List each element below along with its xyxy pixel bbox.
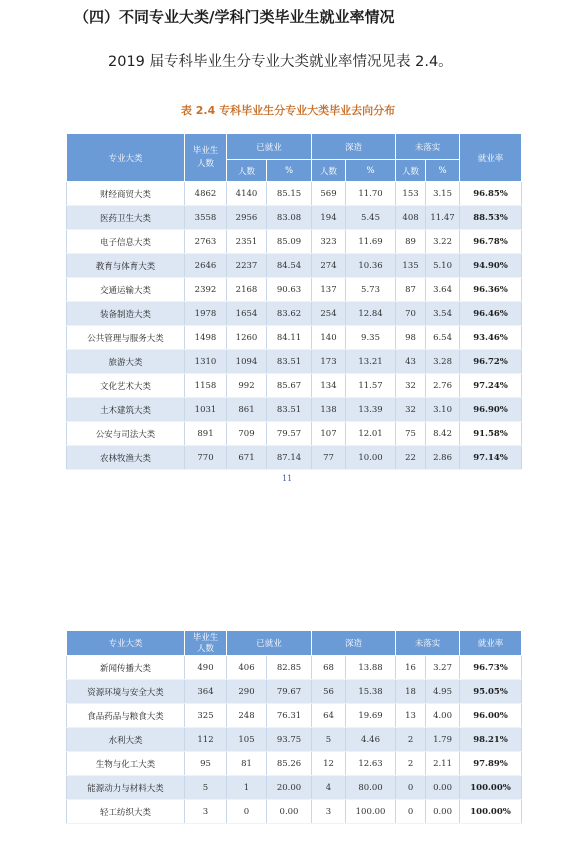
cell-employed-percent: 83.51 xyxy=(267,398,312,422)
table-row xyxy=(67,374,522,398)
subheader-count: 人数 xyxy=(227,160,267,182)
cell-graduates: 364 xyxy=(185,680,227,704)
table-row xyxy=(67,800,522,824)
cell-study-percent: 11.70 xyxy=(346,182,396,206)
cell-graduates: 1310 xyxy=(185,350,227,374)
cell-unplaced-count: 0 xyxy=(396,800,426,824)
subheader-percent: % xyxy=(267,160,312,182)
cell-study-percent: 10.36 xyxy=(346,254,396,278)
cell-unplaced-percent: 3.54 xyxy=(426,302,460,326)
cell-rate: 91.58% xyxy=(460,422,522,446)
cell-employed-count: 861 xyxy=(227,398,267,422)
cell-unplaced-percent: 11.47 xyxy=(426,206,460,230)
cell-unplaced-percent: 4.95 xyxy=(426,680,460,704)
cell-graduates: 1031 xyxy=(185,398,227,422)
table-row xyxy=(67,728,522,752)
header-category: 专业大类 xyxy=(67,631,185,656)
cell-unplaced-count: 2 xyxy=(396,728,426,752)
intro-paragraph: 2019 届专科毕业生分专业大类就业率情况见表 2.4。 xyxy=(108,54,453,70)
cell-study-count: 5 xyxy=(312,728,346,752)
cell-study-count: 323 xyxy=(312,230,346,254)
cell-rate: 96.00% xyxy=(460,704,522,728)
cell-unplaced-count: 2 xyxy=(396,752,426,776)
cell-unplaced-count: 153 xyxy=(396,182,426,206)
cell-study-percent: 19.69 xyxy=(346,704,396,728)
cell-unplaced-count: 98 xyxy=(396,326,426,350)
cell-employed-count: 81 xyxy=(227,752,267,776)
cell-study-count: 64 xyxy=(312,704,346,728)
cell-unplaced-percent: 3.28 xyxy=(426,350,460,374)
table-row xyxy=(67,776,522,800)
cell-employed-count: 2237 xyxy=(227,254,267,278)
cell-study-percent: 11.69 xyxy=(346,230,396,254)
cell-employed-percent: 93.75 xyxy=(267,728,312,752)
header-employed: 已就业 xyxy=(227,134,312,160)
cell-employed-count: 671 xyxy=(227,446,267,470)
cell-rate: 96.46% xyxy=(460,302,522,326)
cell-study-count: 107 xyxy=(312,422,346,446)
table-row xyxy=(67,302,522,326)
cell-employed-percent: 85.67 xyxy=(267,374,312,398)
table-caption: 表 2.4 专科毕业生分专业大类毕业去向分布 xyxy=(180,104,396,117)
cell-rate: 96.85% xyxy=(460,182,522,206)
subheader-count: 人数 xyxy=(396,160,426,182)
cell-study-count: 254 xyxy=(312,302,346,326)
header-unplaced: 未落实 xyxy=(396,631,460,656)
cell-study-count: 56 xyxy=(312,680,346,704)
cell-graduates: 95 xyxy=(185,752,227,776)
cell-category: 旅游大类 xyxy=(67,350,185,374)
cell-employed-count: 1094 xyxy=(227,350,267,374)
cell-study-percent: 15.38 xyxy=(346,680,396,704)
cell-employed-percent: 85.09 xyxy=(267,230,312,254)
cell-unplaced-percent: 2.76 xyxy=(426,374,460,398)
cell-category: 公安与司法大类 xyxy=(67,422,185,446)
cell-employed-count: 709 xyxy=(227,422,267,446)
cell-rate: 97.14% xyxy=(460,446,522,470)
cell-rate: 96.90% xyxy=(460,398,522,422)
cell-unplaced-percent: 0.00 xyxy=(426,800,460,824)
cell-category: 土木建筑大类 xyxy=(67,398,185,422)
cell-unplaced-percent: 3.64 xyxy=(426,278,460,302)
cell-category: 教育与体育大类 xyxy=(67,254,185,278)
cell-unplaced-percent: 1.79 xyxy=(426,728,460,752)
cell-graduates: 3 xyxy=(185,800,227,824)
cell-employed-percent: 83.62 xyxy=(267,302,312,326)
cell-employed-count: 2168 xyxy=(227,278,267,302)
cell-unplaced-count: 32 xyxy=(396,398,426,422)
cell-employed-count: 406 xyxy=(227,656,267,680)
cell-study-percent: 13.21 xyxy=(346,350,396,374)
cell-graduates: 2763 xyxy=(185,230,227,254)
cell-graduates: 325 xyxy=(185,704,227,728)
cell-employed-count: 992 xyxy=(227,374,267,398)
cell-graduates: 5 xyxy=(185,776,227,800)
cell-employed-count: 105 xyxy=(227,728,267,752)
table-row xyxy=(67,326,522,350)
cell-rate: 93.46% xyxy=(460,326,522,350)
cell-rate: 94.90% xyxy=(460,254,522,278)
cell-unplaced-count: 408 xyxy=(396,206,426,230)
cell-study-count: 138 xyxy=(312,398,346,422)
cell-employed-percent: 83.51 xyxy=(267,350,312,374)
cell-category: 食品药品与粮食大类 xyxy=(67,704,185,728)
cell-unplaced-count: 89 xyxy=(396,230,426,254)
cell-study-percent: 11.57 xyxy=(346,374,396,398)
cell-category: 交通运输大类 xyxy=(67,278,185,302)
cell-study-percent: 80.00 xyxy=(346,776,396,800)
cell-unplaced-count: 18 xyxy=(396,680,426,704)
cell-category: 装备制造大类 xyxy=(67,302,185,326)
cell-study-count: 134 xyxy=(312,374,346,398)
section-heading: （四）不同专业大类/学科门类毕业生就业率情况 xyxy=(74,8,395,26)
cell-study-percent: 12.63 xyxy=(346,752,396,776)
cell-study-percent: 5.73 xyxy=(346,278,396,302)
cell-employed-percent: 79.57 xyxy=(267,422,312,446)
subheader-percent: % xyxy=(346,160,396,182)
cell-unplaced-count: 43 xyxy=(396,350,426,374)
cell-graduates: 2392 xyxy=(185,278,227,302)
cell-graduates: 4862 xyxy=(185,182,227,206)
cell-unplaced-percent: 6.54 xyxy=(426,326,460,350)
cell-employed-count: 1260 xyxy=(227,326,267,350)
cell-rate: 100.00% xyxy=(460,776,522,800)
cell-rate: 96.73% xyxy=(460,656,522,680)
cell-category: 公共管理与服务大类 xyxy=(67,326,185,350)
table-row xyxy=(67,446,522,470)
cell-category: 资源环境与安全大类 xyxy=(67,680,185,704)
cell-study-percent: 5.45 xyxy=(346,206,396,230)
cell-unplaced-percent: 3.27 xyxy=(426,656,460,680)
cell-category: 财经商贸大类 xyxy=(67,182,185,206)
subheader-count: 人数 xyxy=(312,160,346,182)
table-row xyxy=(67,656,522,680)
header-unplaced: 未落实 xyxy=(396,134,460,160)
header-rate: 就业率 xyxy=(460,631,522,656)
cell-category: 轻工纺织大类 xyxy=(67,800,185,824)
cell-employed-percent: 85.26 xyxy=(267,752,312,776)
cell-unplaced-percent: 0.00 xyxy=(426,776,460,800)
cell-rate: 97.89% xyxy=(460,752,522,776)
cell-study-count: 4 xyxy=(312,776,346,800)
cell-employed-percent: 84.11 xyxy=(267,326,312,350)
cell-study-count: 274 xyxy=(312,254,346,278)
cell-unplaced-count: 16 xyxy=(396,656,426,680)
cell-employed-count: 4140 xyxy=(227,182,267,206)
cell-study-percent: 12.84 xyxy=(346,302,396,326)
table-row xyxy=(67,422,522,446)
cell-unplaced-count: 13 xyxy=(396,704,426,728)
cell-rate: 96.36% xyxy=(460,278,522,302)
cell-study-count: 194 xyxy=(312,206,346,230)
cell-unplaced-percent: 2.86 xyxy=(426,446,460,470)
cell-study-count: 3 xyxy=(312,800,346,824)
cell-unplaced-count: 70 xyxy=(396,302,426,326)
cell-unplaced-percent: 3.10 xyxy=(426,398,460,422)
cell-employed-count: 290 xyxy=(227,680,267,704)
header-employed: 已就业 xyxy=(227,631,312,656)
cell-employed-percent: 82.85 xyxy=(267,656,312,680)
cell-employed-count: 0 xyxy=(227,800,267,824)
cell-graduates: 1498 xyxy=(185,326,227,350)
cell-unplaced-percent: 8.42 xyxy=(426,422,460,446)
cell-rate: 96.72% xyxy=(460,350,522,374)
cell-employed-count: 2351 xyxy=(227,230,267,254)
cell-category: 能源动力与材料大类 xyxy=(67,776,185,800)
cell-study-count: 137 xyxy=(312,278,346,302)
cell-employed-percent: 85.15 xyxy=(267,182,312,206)
cell-employed-percent: 79.67 xyxy=(267,680,312,704)
table-row xyxy=(67,752,522,776)
cell-study-percent: 13.88 xyxy=(346,656,396,680)
cell-unplaced-count: 87 xyxy=(396,278,426,302)
header-further-study: 深造 xyxy=(312,631,396,656)
cell-rate: 97.24% xyxy=(460,374,522,398)
cell-unplaced-percent: 3.22 xyxy=(426,230,460,254)
table-row xyxy=(67,254,522,278)
table-row xyxy=(67,398,522,422)
cell-category: 水利大类 xyxy=(67,728,185,752)
cell-study-count: 569 xyxy=(312,182,346,206)
table-row xyxy=(67,206,522,230)
cell-employed-percent: 0.00 xyxy=(267,800,312,824)
page-number: 11 xyxy=(282,474,293,483)
cell-graduates: 1158 xyxy=(185,374,227,398)
cell-study-count: 68 xyxy=(312,656,346,680)
cell-study-percent: 9.35 xyxy=(346,326,396,350)
cell-employed-count: 1 xyxy=(227,776,267,800)
cell-study-count: 140 xyxy=(312,326,346,350)
major-category-table-continued xyxy=(66,630,522,824)
cell-study-percent: 13.39 xyxy=(346,398,396,422)
table-row xyxy=(67,278,522,302)
cell-rate: 96.78% xyxy=(460,230,522,254)
cell-graduates: 2646 xyxy=(185,254,227,278)
cell-study-count: 173 xyxy=(312,350,346,374)
cell-study-count: 77 xyxy=(312,446,346,470)
cell-graduates: 770 xyxy=(185,446,227,470)
cell-unplaced-percent: 2.11 xyxy=(426,752,460,776)
cell-rate: 100.00% xyxy=(460,800,522,824)
cell-unplaced-percent: 3.15 xyxy=(426,182,460,206)
cell-category: 文化艺术大类 xyxy=(67,374,185,398)
cell-study-percent: 100.00 xyxy=(346,800,396,824)
cell-category: 医药卫生大类 xyxy=(67,206,185,230)
cell-graduates: 112 xyxy=(185,728,227,752)
header-rate: 就业率 xyxy=(460,134,522,182)
cell-unplaced-count: 0 xyxy=(396,776,426,800)
cell-graduates: 3558 xyxy=(185,206,227,230)
cell-employed-percent: 76.31 xyxy=(267,704,312,728)
cell-category: 生物与化工大类 xyxy=(67,752,185,776)
table-row xyxy=(67,230,522,254)
cell-graduates: 891 xyxy=(185,422,227,446)
cell-unplaced-count: 32 xyxy=(396,374,426,398)
cell-employed-percent: 20.00 xyxy=(267,776,312,800)
cell-category: 电子信息大类 xyxy=(67,230,185,254)
cell-employed-count: 2956 xyxy=(227,206,267,230)
cell-unplaced-count: 75 xyxy=(396,422,426,446)
cell-rate: 98.21% xyxy=(460,728,522,752)
header-category: 专业大类 xyxy=(67,134,185,182)
cell-study-percent: 10.00 xyxy=(346,446,396,470)
cell-rate: 95.05% xyxy=(460,680,522,704)
cell-graduates: 490 xyxy=(185,656,227,680)
table-row xyxy=(67,704,522,728)
cell-graduates: 1978 xyxy=(185,302,227,326)
major-category-table xyxy=(66,133,522,470)
table-row xyxy=(67,680,522,704)
header-graduates: 毕业生人数 xyxy=(185,631,227,656)
cell-employed-percent: 84.54 xyxy=(267,254,312,278)
cell-employed-percent: 83.08 xyxy=(267,206,312,230)
cell-employed-count: 248 xyxy=(227,704,267,728)
cell-unplaced-percent: 4.00 xyxy=(426,704,460,728)
cell-rate: 88.53% xyxy=(460,206,522,230)
table-row xyxy=(67,182,522,206)
cell-employed-percent: 87.14 xyxy=(267,446,312,470)
cell-study-count: 12 xyxy=(312,752,346,776)
cell-unplaced-count: 135 xyxy=(396,254,426,278)
cell-employed-count: 1654 xyxy=(227,302,267,326)
cell-category: 新闻传播大类 xyxy=(67,656,185,680)
header-graduates: 毕业生人数 xyxy=(185,134,227,182)
cell-unplaced-count: 22 xyxy=(396,446,426,470)
cell-unplaced-percent: 5.10 xyxy=(426,254,460,278)
cell-employed-percent: 90.63 xyxy=(267,278,312,302)
cell-study-percent: 4.46 xyxy=(346,728,396,752)
cell-study-percent: 12.01 xyxy=(346,422,396,446)
header-further-study: 深造 xyxy=(312,134,396,160)
subheader-percent: % xyxy=(426,160,460,182)
cell-category: 农林牧渔大类 xyxy=(67,446,185,470)
table-row xyxy=(67,350,522,374)
